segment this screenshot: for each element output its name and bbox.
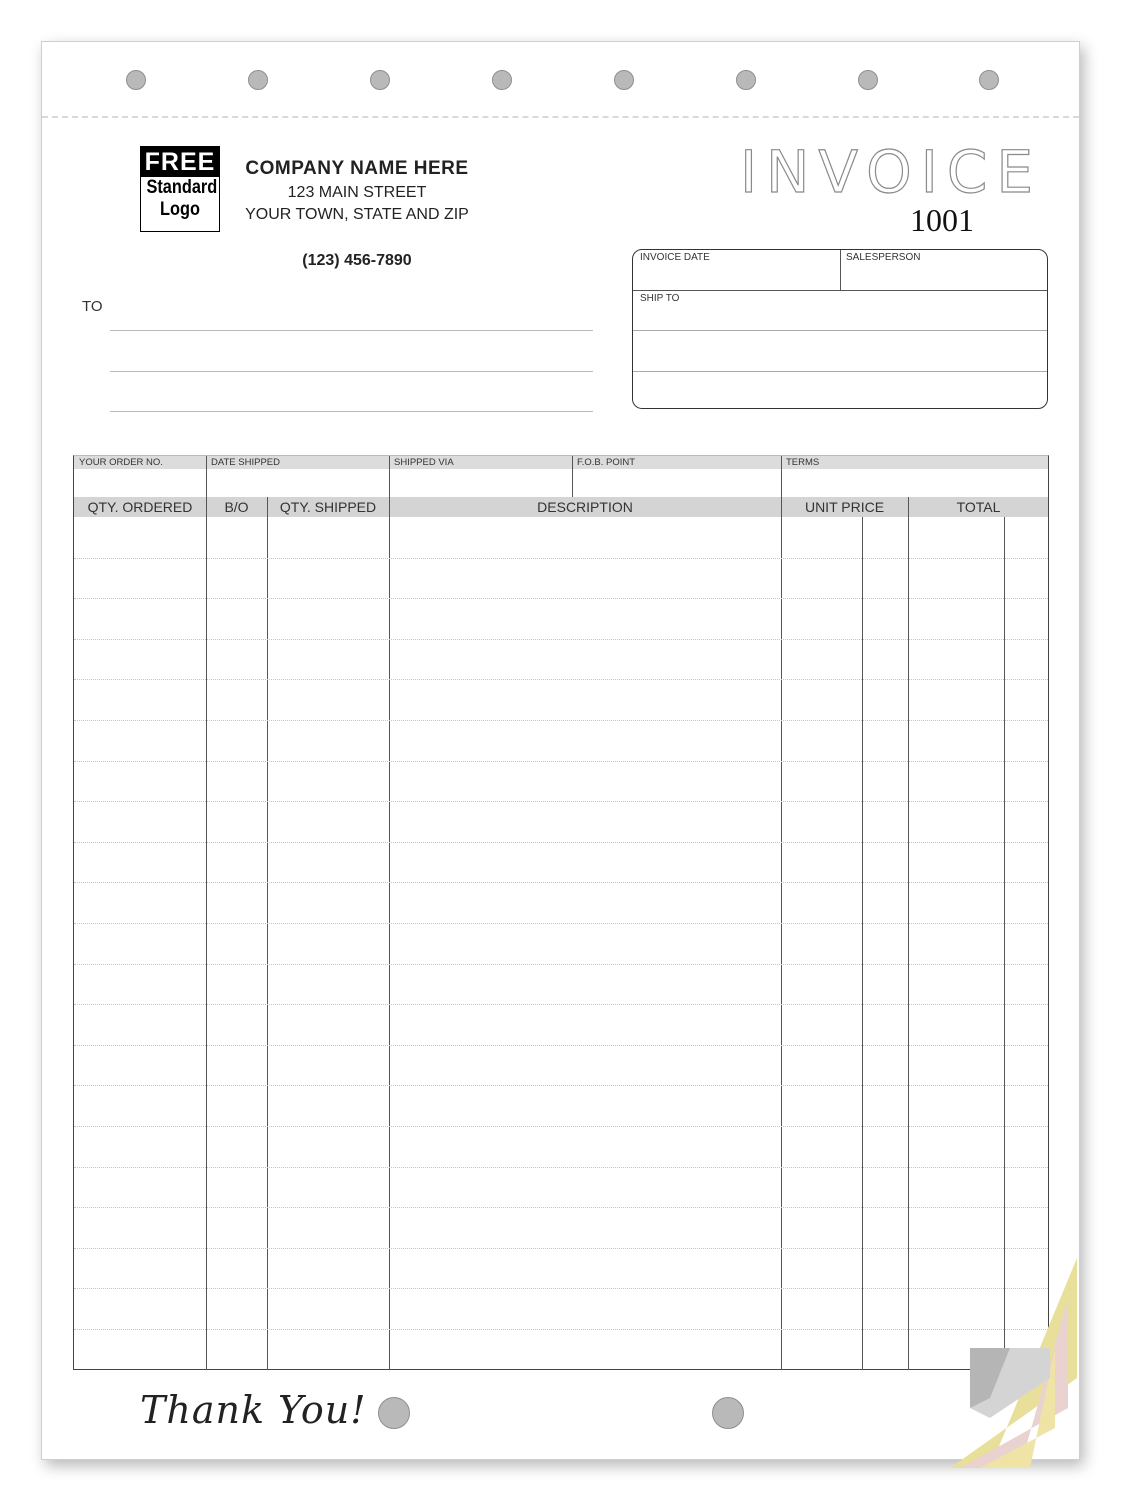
punch-hole (126, 70, 146, 90)
shipped-via-label: SHIPPED VIA (394, 457, 454, 468)
col-bo: B/O (224, 499, 249, 515)
item-row-line (74, 761, 1048, 762)
line-items-table (73, 455, 1049, 1370)
column-divider (267, 497, 268, 1370)
item-row-line (74, 1329, 1048, 1330)
col-qty-ordered: QTY. ORDERED (87, 499, 193, 515)
to-address-line-2[interactable] (110, 371, 593, 372)
punch-hole (378, 1397, 410, 1429)
ship-to-line (633, 371, 1047, 372)
order-info-divider (389, 456, 390, 497)
info-box-divider (840, 250, 841, 290)
punch-hole (614, 70, 634, 90)
item-row-line (74, 598, 1048, 599)
item-row-line (74, 558, 1048, 559)
order-info-divider (206, 456, 207, 497)
item-row-line (74, 923, 1048, 924)
logo-logo-text: Logo (160, 199, 200, 220)
item-row-line (74, 964, 1048, 965)
punch-hole (979, 70, 999, 90)
salesperson-label: SALESPERSON (846, 252, 921, 263)
item-row-line (74, 1288, 1048, 1289)
order-info-divider (572, 456, 573, 497)
terms-label: TERMS (786, 457, 820, 468)
date-shipped-label: DATE SHIPPED (211, 457, 280, 468)
punch-hole (712, 1397, 744, 1429)
page-curl-graphic (950, 1258, 1080, 1468)
item-row-line (74, 1207, 1048, 1208)
logo-free-text: FREE (141, 147, 219, 177)
to-address-line-1[interactable] (110, 330, 593, 331)
order-info-divider (781, 456, 782, 497)
thank-you-text: Thank You! (140, 1388, 367, 1432)
item-row-line (74, 1045, 1048, 1046)
column-divider (206, 497, 207, 1370)
company-logo (140, 146, 220, 232)
col-total: TOTAL (956, 499, 1001, 515)
company-street: 123 MAIN STREET (287, 184, 427, 201)
invoice-date-label: INVOICE DATE (640, 252, 710, 263)
item-row-line (74, 1004, 1048, 1005)
company-city: YOUR TOWN, STATE AND ZIP (245, 206, 469, 223)
cents-divider (862, 517, 863, 1370)
item-row-line (74, 842, 1048, 843)
ship-to-label: SHIP TO (640, 293, 680, 304)
cents-divider (1004, 517, 1005, 1370)
punch-hole (858, 70, 878, 90)
invoice-info-box (632, 249, 1048, 409)
info-box-row-line (633, 290, 1047, 291)
item-row-line (74, 801, 1048, 802)
column-divider (389, 497, 390, 1370)
punch-hole (248, 70, 268, 90)
column-divider (908, 497, 909, 1370)
item-row-line (74, 1167, 1048, 1168)
column-divider (781, 497, 782, 1370)
item-row-line (74, 679, 1048, 680)
to-address-line-3[interactable] (110, 411, 593, 412)
item-row-line (74, 882, 1048, 883)
logo-standard-text: Standard (146, 177, 218, 198)
item-row-line (74, 1126, 1048, 1127)
punch-hole (736, 70, 756, 90)
col-unit-price: UNIT PRICE (804, 499, 885, 515)
col-description: DESCRIPTION (537, 499, 633, 515)
ship-to-line (633, 330, 1047, 331)
item-row-line (74, 1085, 1048, 1086)
perforation-line (42, 116, 1079, 118)
to-label: TO (82, 298, 103, 315)
company-phone: (123) 456-7890 (302, 252, 412, 269)
item-row-line (74, 639, 1048, 640)
company-block (232, 158, 482, 224)
invoice-number: 1001 (910, 202, 974, 238)
punch-hole (492, 70, 512, 90)
column-header-row (74, 497, 1048, 517)
col-qty-shipped: QTY. SHIPPED (279, 499, 377, 515)
item-row-line (74, 1248, 1048, 1249)
punch-hole (370, 70, 390, 90)
item-row-line (74, 720, 1048, 721)
company-name: COMPANY NAME HERE (245, 158, 469, 179)
your-order-no-label: YOUR ORDER NO. (79, 457, 163, 468)
fob-point-label: F.O.B. POINT (577, 457, 636, 468)
invoice-title: INVOICE (739, 138, 1042, 206)
invoice-form-sheet (41, 41, 1080, 1460)
